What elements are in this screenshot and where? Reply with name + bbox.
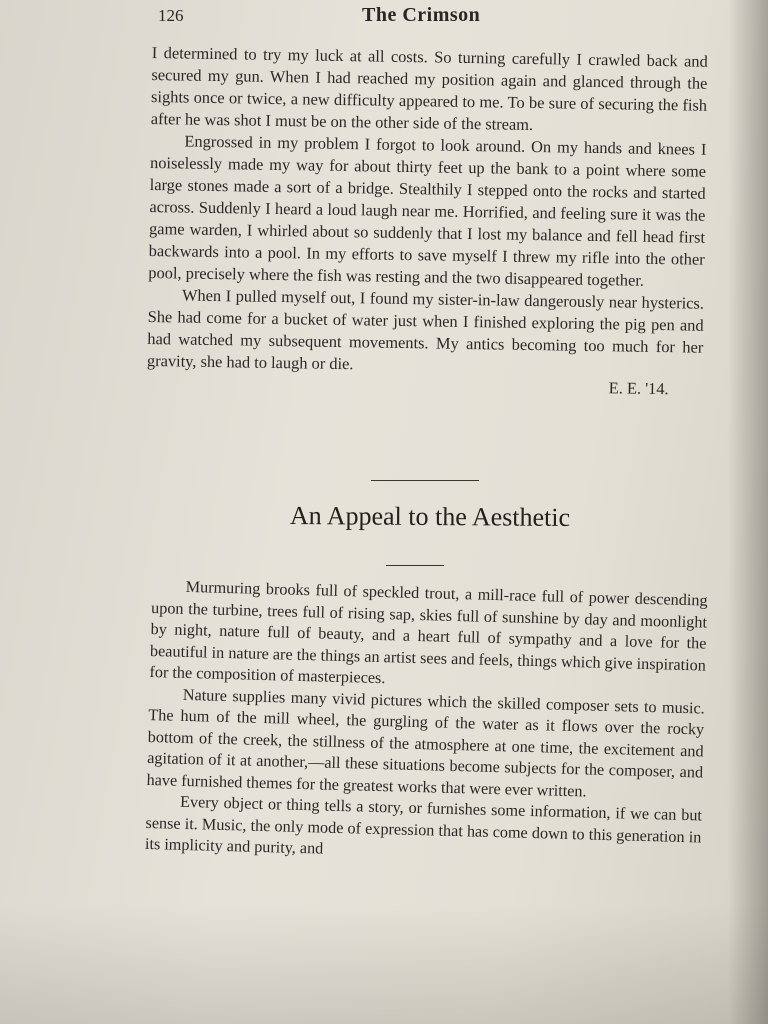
running-title: The Crimson bbox=[362, 4, 481, 26]
story-paragraph: When I pulled myself out, I found my sister-in-law dangerously near hysterics. She had come for a bucket of water just when I finished exploring the pig pen and had watched my subsequent movements. My antics becoming too much for her gravity, she had to laugh or die. bbox=[146, 285, 705, 374]
story-continuation bbox=[147, 42, 708, 401]
author-signature: E. E. '14. bbox=[608, 378, 669, 399]
page-header bbox=[150, 4, 710, 28]
article-title: An Appeal to the Aesthetic bbox=[289, 501, 571, 532]
section-divider bbox=[371, 480, 479, 481]
article-paragraph: Every object or thing tells a story, or furnishes some information, if we can but sense it. Music, the only mode of expression that has come down to this generation in its implicity and purity, and bbox=[144, 792, 703, 858]
story-paragraph: I determined to try my luck at all costs. So turning carefully I crawled back and secured my gun. When I had reached my position again and glanced through the sights once or twice, a new difficulty appeared to me. To be sure of securing the fish after he was shot I must be on the other side of the stream. bbox=[150, 42, 708, 134]
page-edge-shadow bbox=[728, 0, 768, 1024]
title-underline bbox=[386, 565, 444, 566]
page-bottom-shadow bbox=[0, 904, 768, 1024]
story-paragraph: Engrossed in my problem I forgot to look around. On my hands and knees I noiselessly made my way for about thirty feet up the bank to a point where some large stones made a sort of a bridge. Stealthily I stepped onto the rocks and started across. Suddenly I heard a loud laugh near me. Horrified, and feeling sure it was the game warden, I whirled about so suddenly that I lost my balance and fell head first backwards into a pool. In my efforts to save myself I threw my rifle into the other pool, precisely where the fish was resting and the two disappeared together. bbox=[148, 131, 707, 290]
article-paragraph: Murmuring brooks full of speckled trout, a mill-race full of power descending upon the turbine, trees full of rising sap, skies full of sunshine by day and moonlight by night, nature full of beauty, and a heart full of sympathy and a love for the beautiful in nature are the things an artist sees and feels, things which give inspiration for the composition of masterpieces. bbox=[149, 577, 708, 688]
article-body bbox=[145, 576, 708, 870]
page-number: 126 bbox=[158, 6, 184, 25]
article-paragraph: Nature supplies many vivid pictures which the skilled composer sets to music. The hum of the mill wheel, the gurgling of the water as it flows over the rocky bottom of the creek, the stillness of the atmosphere at one time, the excitement and agitation of it at another,—all these situations become subjects for the composer, and have furnished themes for the greatest works that were ever written. bbox=[146, 685, 705, 800]
